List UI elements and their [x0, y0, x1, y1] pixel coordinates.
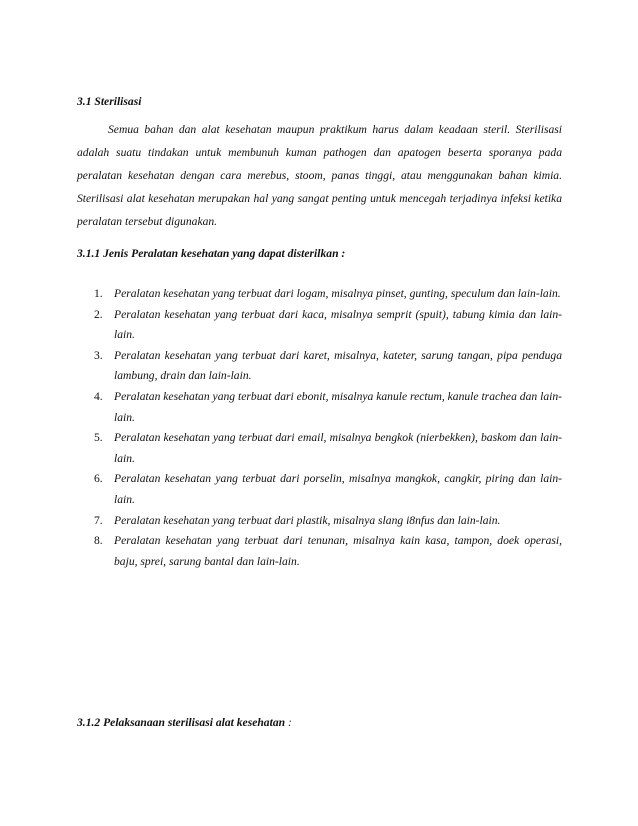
list-item	[77, 531, 562, 572]
list-number: 6.	[94, 472, 103, 486]
list-number: 1.	[94, 287, 103, 300]
intro-paragraph: Semua bahan dan alat kesehatan maupun praktikum harus dalam keadaan steril. Sterilisasi adalah suatu tindakan untuk membunuh kuman pathogen dan apatogen beserta sporanya pada peralatan kesehatan dengan cara merebus, stoom, panas tinggi, atau menggunakan bahan kimia. Sterilisasi alat kesehatan merupakan hal yang sangat penting untuk mencegah terjadinya infeksi ketika peralatan tersebut digunakan.	[77, 123, 562, 228]
list-number: 5.	[94, 431, 103, 445]
list-item	[77, 346, 562, 387]
subsection-title-text: 3.1.2 Pelaksanaan sterilisasi alat kesehatan	[77, 716, 286, 729]
list-number: 8.	[94, 534, 103, 548]
list-item-text: Peralatan kesehatan yang terbuat dari logam, misalnya pinset, gunting, speculum dan lain-lain.	[114, 287, 561, 300]
equipment-list	[77, 284, 562, 572]
subsection-title-colon: :	[285, 716, 292, 729]
list-item	[77, 305, 562, 346]
list-item-text: Peralatan kesehatan yang terbuat dari plastik, misalnya slang i8nfus dan lain-lain.	[114, 513, 501, 527]
section-title: 3.1 Sterilisasi	[77, 95, 142, 108]
list-item-text: Peralatan kesehatan yang terbuat dari porselin, misalnya mangkok, cangkir, piring dan lain-lain.	[114, 472, 562, 506]
list-item-text: Peralatan kesehatan yang terbuat dari karet, misalnya, kateter, sarung tangan, pipa penduga lambung, drain dan lain-lain.	[114, 348, 562, 383]
list-item-text: Peralatan kesehatan yang terbuat dari kaca, misalnya semprit (spuit), tabung kimia dan lain-lain.	[114, 307, 562, 342]
list-item	[77, 511, 562, 532]
subsection-title-jenis-peralatan: 3.1.1 Jenis Peralatan kesehatan yang dapat disterilkan :	[77, 247, 346, 260]
list-item	[77, 469, 562, 510]
list-item	[77, 284, 562, 305]
list-item-text: Peralatan kesehatan yang terbuat dari tenunan, misalnya kain kasa, tampon, doek operasi, baju, sprei, sarung bantal dan lain-lain.	[114, 534, 562, 568]
list-number: 2.	[94, 307, 103, 321]
list-item	[77, 387, 562, 428]
list-number: 3.	[94, 348, 103, 362]
list-number: 7.	[94, 513, 103, 527]
subsection-title-pelaksanaan	[77, 716, 292, 729]
list-item	[77, 428, 562, 469]
list-number: 4.	[94, 389, 103, 403]
list-item-text: Peralatan kesehatan yang terbuat dari ebonit, misalnya kanule rectum, kanule trachea dan lain-lain.	[114, 389, 562, 424]
list-item-text: Peralatan kesehatan yang terbuat dari email, misalnya bengkok (nierbekken), baskom dan lain-lain.	[114, 431, 562, 465]
